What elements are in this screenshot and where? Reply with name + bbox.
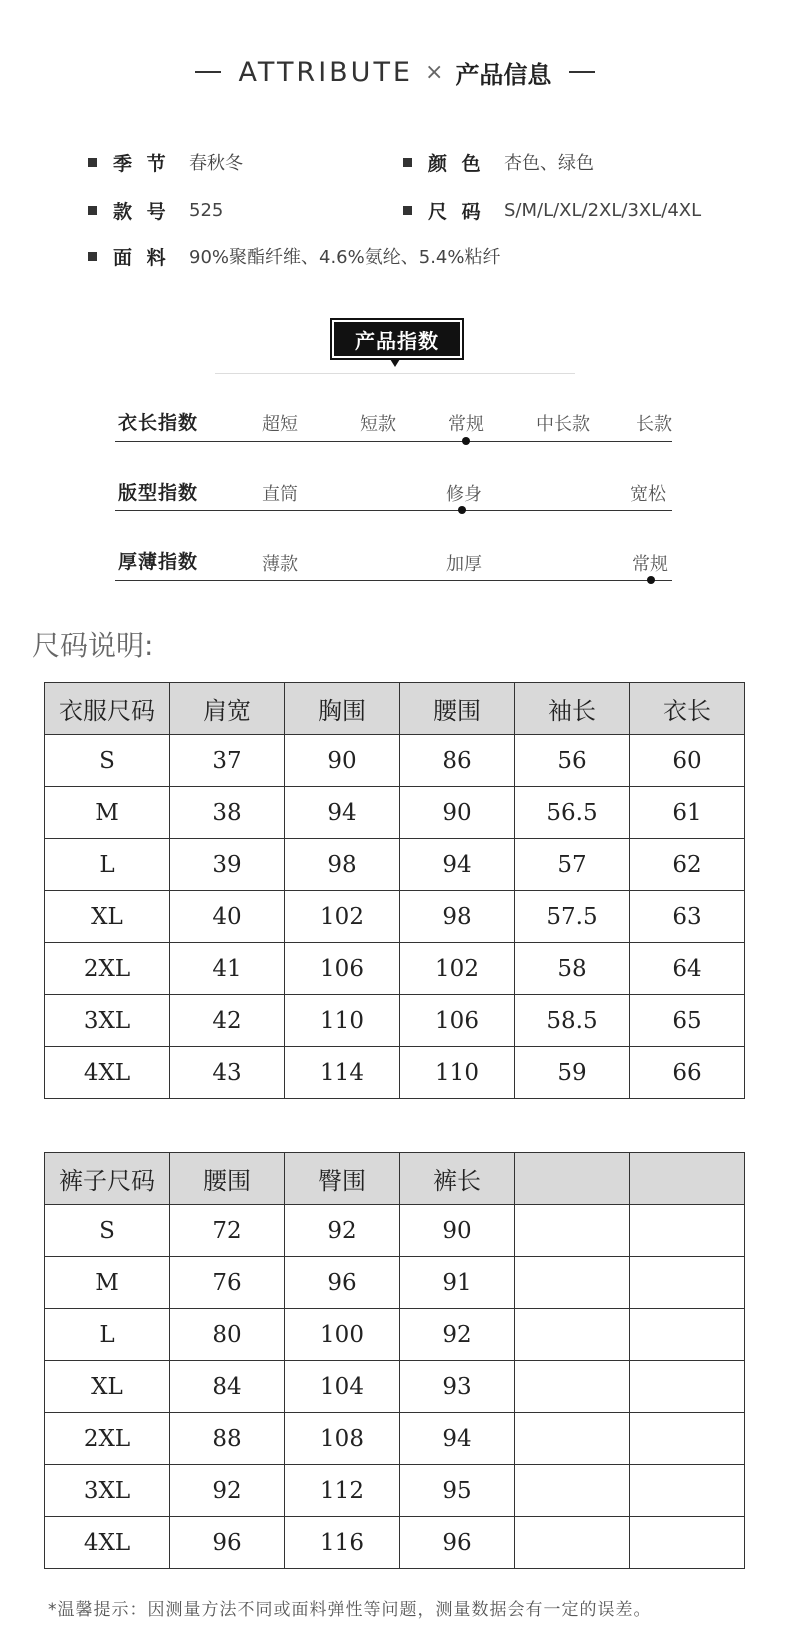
table-cell: 76 xyxy=(170,1257,285,1309)
table-header-cell: 腰围 xyxy=(170,1153,285,1205)
attr-value: 春秋冬 xyxy=(189,153,243,174)
table-row xyxy=(45,995,745,1047)
index-option: 短款 xyxy=(360,414,396,435)
section-header xyxy=(0,50,790,94)
table-cell: 39 xyxy=(170,839,285,891)
table-cell: 58 xyxy=(515,943,630,995)
attr-size xyxy=(403,196,701,224)
index-scale-line xyxy=(115,441,672,442)
attr-style-no xyxy=(88,196,223,224)
table-cell: 96 xyxy=(400,1517,515,1569)
table-row xyxy=(45,1465,745,1517)
product-index-badge: 产品指数 xyxy=(332,320,462,358)
table-cell: 37 xyxy=(170,735,285,787)
table-header-cell: 臀围 xyxy=(285,1153,400,1205)
index-label-thickness: 厚薄指数 xyxy=(118,551,199,573)
table-cell: 110 xyxy=(400,1047,515,1099)
table-row xyxy=(45,787,745,839)
table-cell xyxy=(630,1257,745,1309)
header-dash-left xyxy=(195,71,221,73)
attr-label: 款 号 xyxy=(113,200,170,223)
table-header-cell: 裤子尺码 xyxy=(45,1153,170,1205)
table-row xyxy=(45,943,745,995)
table-cell: 90 xyxy=(285,735,400,787)
attr-label: 尺 码 xyxy=(428,200,485,223)
table-cell xyxy=(515,1309,630,1361)
table-cell: 86 xyxy=(400,735,515,787)
index-option: 加厚 xyxy=(446,554,482,575)
attr-season xyxy=(88,148,243,176)
attr-label: 季 节 xyxy=(113,152,170,175)
table-cell: L xyxy=(45,1309,170,1361)
table-header-cell: 衣长 xyxy=(630,683,745,735)
table-row xyxy=(45,1257,745,1309)
table-cell: 92 xyxy=(170,1465,285,1517)
table-cell: 4XL xyxy=(45,1047,170,1099)
header-separator: × xyxy=(425,59,444,85)
table-cell: 43 xyxy=(170,1047,285,1099)
clothing-size-table xyxy=(44,682,745,1099)
table-cell: 110 xyxy=(285,995,400,1047)
table-cell: 106 xyxy=(285,943,400,995)
table-cell xyxy=(515,1361,630,1413)
table-cell: 108 xyxy=(285,1413,400,1465)
table-cell: M xyxy=(45,1257,170,1309)
table-header-cell: 腰围 xyxy=(400,683,515,735)
index-option: 常规 xyxy=(448,414,484,435)
table-row xyxy=(45,1361,745,1413)
table-header-cell xyxy=(630,1153,745,1205)
table-cell: 98 xyxy=(285,839,400,891)
table-row xyxy=(45,735,745,787)
table-cell: L xyxy=(45,839,170,891)
pants-size-table xyxy=(44,1152,745,1569)
size-chart-title: 尺码说明: xyxy=(32,629,154,662)
table-row xyxy=(45,1413,745,1465)
table-cell: 58.5 xyxy=(515,995,630,1047)
table-cell xyxy=(515,1413,630,1465)
table-cell: 94 xyxy=(400,839,515,891)
index-label-length: 衣长指数 xyxy=(118,412,199,434)
header-dash-right xyxy=(569,71,595,73)
table-cell: 2XL xyxy=(45,1413,170,1465)
table-cell: 63 xyxy=(630,891,745,943)
table-cell: 3XL xyxy=(45,995,170,1047)
table-row xyxy=(45,839,745,891)
divider xyxy=(215,373,575,374)
table-cell: 42 xyxy=(170,995,285,1047)
index-scale-line xyxy=(115,580,672,581)
table-cell: 92 xyxy=(400,1309,515,1361)
table-cell: 41 xyxy=(170,943,285,995)
attr-value: 90%聚酯纤维、4.6%氨纶、5.4%粘纤 xyxy=(189,247,501,268)
table-header-row xyxy=(45,683,745,735)
table-header-cell: 衣服尺码 xyxy=(45,683,170,735)
table-cell xyxy=(630,1309,745,1361)
table-header-cell xyxy=(515,1153,630,1205)
table-cell: 61 xyxy=(630,787,745,839)
table-cell xyxy=(515,1465,630,1517)
table-cell xyxy=(515,1257,630,1309)
table-cell: 57.5 xyxy=(515,891,630,943)
table-cell xyxy=(515,1205,630,1257)
table-cell: 104 xyxy=(285,1361,400,1413)
table-cell: 94 xyxy=(400,1413,515,1465)
table-row xyxy=(45,1047,745,1099)
table-cell xyxy=(630,1517,745,1569)
table-cell: 56.5 xyxy=(515,787,630,839)
table-cell: 94 xyxy=(285,787,400,839)
table-cell: 112 xyxy=(285,1465,400,1517)
table-cell xyxy=(630,1465,745,1517)
index-option: 直筒 xyxy=(262,484,298,505)
attr-label: 颜 色 xyxy=(428,152,485,175)
index-marker-dot xyxy=(647,576,655,584)
table-cell: 106 xyxy=(400,995,515,1047)
bullet-square-icon xyxy=(88,158,97,167)
table-cell: 60 xyxy=(630,735,745,787)
index-option: 长款 xyxy=(636,414,672,435)
table-cell: 64 xyxy=(630,943,745,995)
table-header-cell: 裤长 xyxy=(400,1153,515,1205)
table-cell xyxy=(630,1205,745,1257)
table-cell: 114 xyxy=(285,1047,400,1099)
bullet-square-icon xyxy=(403,158,412,167)
table-cell: 84 xyxy=(170,1361,285,1413)
index-label-fit: 版型指数 xyxy=(118,482,199,504)
table-cell: S xyxy=(45,1205,170,1257)
table-cell: 102 xyxy=(400,943,515,995)
table-cell: 90 xyxy=(400,787,515,839)
index-marker-dot xyxy=(462,437,470,445)
table-cell: 72 xyxy=(170,1205,285,1257)
table-cell: 98 xyxy=(400,891,515,943)
table-cell: 4XL xyxy=(45,1517,170,1569)
attr-value: S/M/L/XL/2XL/3XL/4XL xyxy=(504,199,702,221)
index-option: 常规 xyxy=(632,554,668,575)
table-cell: 66 xyxy=(630,1047,745,1099)
table-cell: 92 xyxy=(285,1205,400,1257)
table-cell: 56 xyxy=(515,735,630,787)
table-cell: M xyxy=(45,787,170,839)
index-option: 宽松 xyxy=(630,484,666,505)
header-title-en: ATTRIBUTE xyxy=(238,56,413,88)
index-scale-line xyxy=(115,510,672,511)
table-row xyxy=(45,891,745,943)
table-cell xyxy=(515,1517,630,1569)
table-cell: 116 xyxy=(285,1517,400,1569)
index-option: 中长款 xyxy=(536,414,590,435)
attr-label: 面 料 xyxy=(113,246,170,269)
table-cell: 100 xyxy=(285,1309,400,1361)
table-header-cell: 胸围 xyxy=(285,683,400,735)
table-cell: 96 xyxy=(285,1257,400,1309)
footnote: *温馨提示：因测量方法不同或面料弹性等问题，测量数据会有一定的误差。 xyxy=(48,1600,652,1620)
table-row xyxy=(45,1205,745,1257)
table-cell: 3XL xyxy=(45,1465,170,1517)
table-cell: 2XL xyxy=(45,943,170,995)
table-cell: 80 xyxy=(170,1309,285,1361)
table-cell: XL xyxy=(45,1361,170,1413)
bullet-square-icon xyxy=(88,206,97,215)
attr-color xyxy=(403,148,594,176)
attr-fabric xyxy=(88,242,500,270)
table-cell: 95 xyxy=(400,1465,515,1517)
attr-value: 525 xyxy=(189,199,224,221)
table-header-cell: 肩宽 xyxy=(170,683,285,735)
index-option: 超短 xyxy=(262,414,298,435)
table-cell: S xyxy=(45,735,170,787)
attr-value: 杏色、绿色 xyxy=(504,153,594,174)
table-header-cell: 袖长 xyxy=(515,683,630,735)
table-cell: 38 xyxy=(170,787,285,839)
table-cell: 62 xyxy=(630,839,745,891)
header-title-zh: 产品信息 xyxy=(455,60,552,89)
table-row xyxy=(45,1517,745,1569)
table-cell: 91 xyxy=(400,1257,515,1309)
triangle-down-icon xyxy=(390,359,400,367)
bullet-square-icon xyxy=(403,206,412,215)
table-cell: 90 xyxy=(400,1205,515,1257)
table-cell: 88 xyxy=(170,1413,285,1465)
table-cell: 40 xyxy=(170,891,285,943)
table-cell: 59 xyxy=(515,1047,630,1099)
table-cell: XL xyxy=(45,891,170,943)
table-cell: 57 xyxy=(515,839,630,891)
table-cell xyxy=(630,1413,745,1465)
table-cell: 65 xyxy=(630,995,745,1047)
table-cell: 102 xyxy=(285,891,400,943)
table-cell: 93 xyxy=(400,1361,515,1413)
index-marker-dot xyxy=(458,506,466,514)
table-cell xyxy=(630,1361,745,1413)
bullet-square-icon xyxy=(88,252,97,261)
index-option: 薄款 xyxy=(262,554,298,575)
table-cell: 96 xyxy=(170,1517,285,1569)
table-header-row xyxy=(45,1153,745,1205)
table-row xyxy=(45,1309,745,1361)
index-option: 修身 xyxy=(446,484,482,505)
